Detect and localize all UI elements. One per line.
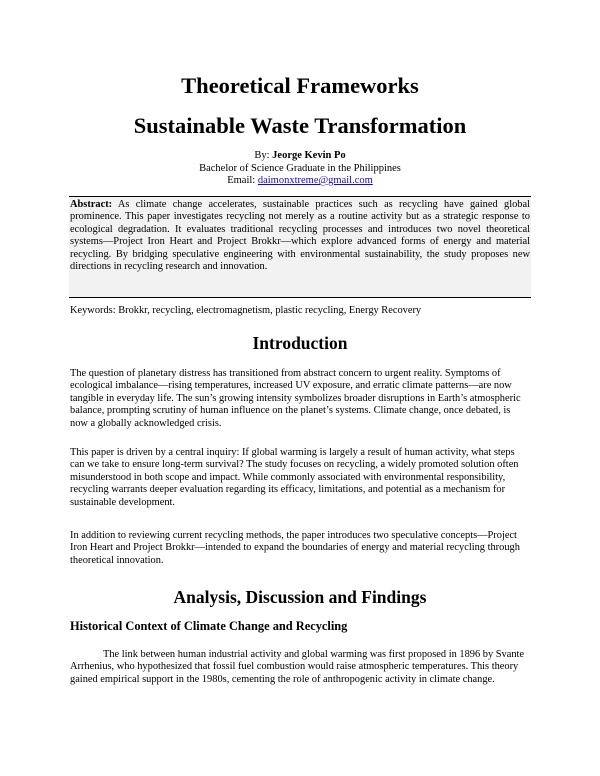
paper-title-line-1: Theoretical Frameworks: [181, 73, 419, 98]
introduction-heading: Introduction: [252, 333, 348, 353]
paper-title-line-2: Sustainable Waste Transformation: [133, 113, 467, 138]
author-by-prefix: By:: [254, 150, 273, 161]
analysis-heading: Analysis, Discussion and Findings: [173, 587, 427, 607]
author-degree: Bachelor of Science Graduate in the Philippines: [199, 162, 401, 174]
abstract-text: As climate change accelerates, sustainable practices such as recycling have gained global prominence. This paper investigates recycling not merely as a routine activity but as a strategic response to ecological degradation. It evaluates traditional recycling processes and introduces two novel theoretical systems—Project Iron Heart and Project Brokkr—which explore advanced forms of energy and material recycling. By bridging speculative engineering with environmental sustainability, the study proposes new directions in recycling research and innovation.: [70, 199, 530, 273]
author-email-label: Email:: [227, 175, 258, 186]
introduction-paragraph-3: In addition to reviewing current recycling methods, the paper introduces two speculative concepts—Project Iron Heart and Project Brokkr—intended to expand the boundaries of energy and material recycling through theoretical innovation.: [70, 530, 520, 566]
author-email-link[interactable]: daimonxtreme@gmail.com: [257, 175, 373, 186]
keywords: Keywords: Brokkr, recycling, electromagnetism, plastic recycling, Energy Recovery: [70, 305, 422, 316]
author-name: Jeorge Kevin Po: [272, 150, 346, 161]
author-line: [0, 150, 600, 163]
abstract-box: [69, 196, 531, 298]
introduction-paragraph-2: This paper is driven by a central inquiry: If global warming is largely a result of human activity, what steps can we take to ensure long-term survival? The study focuses on recycling, a widely promoted solution often misunderstood in both scope and impact. While commonly associated with environmental responsibility, recycling warrants deeper evaluation regarding its efficacy, limitations, and potential as a mechanism for sustainable development.: [70, 447, 519, 508]
author-email-line: [0, 175, 600, 188]
introduction-paragraph-1: The question of planetary distress has transitioned from abstract concern to urgent reality. Symptoms of ecological imbalance—rising temperatures, increased UV exposure, and erratic climate patterns—are now tangible in everyday life. The sun’s growing intensity symbolizes broader disruptions in Earth’s atmospheric balance, prompting scrutiny of human influence on the planet’s systems. Climate change, once debated, is now a globally acknowledged crisis.: [70, 368, 521, 429]
author-block: [0, 150, 600, 188]
historical-context-subheading: Historical Context of Climate Change and Recycling: [70, 619, 348, 633]
historical-context-paragraph: The link between human industrial activity and global warming was first proposed in 1896 by Svante Arrhenius, who hypothesized that fossil fuel combustion would raise atmospheric temperatures. This theory gained empirical support in the 1980s, cementing the role of anthropogenic activity in climate change.: [70, 649, 525, 685]
abstract-label: Abstract:: [70, 199, 113, 210]
